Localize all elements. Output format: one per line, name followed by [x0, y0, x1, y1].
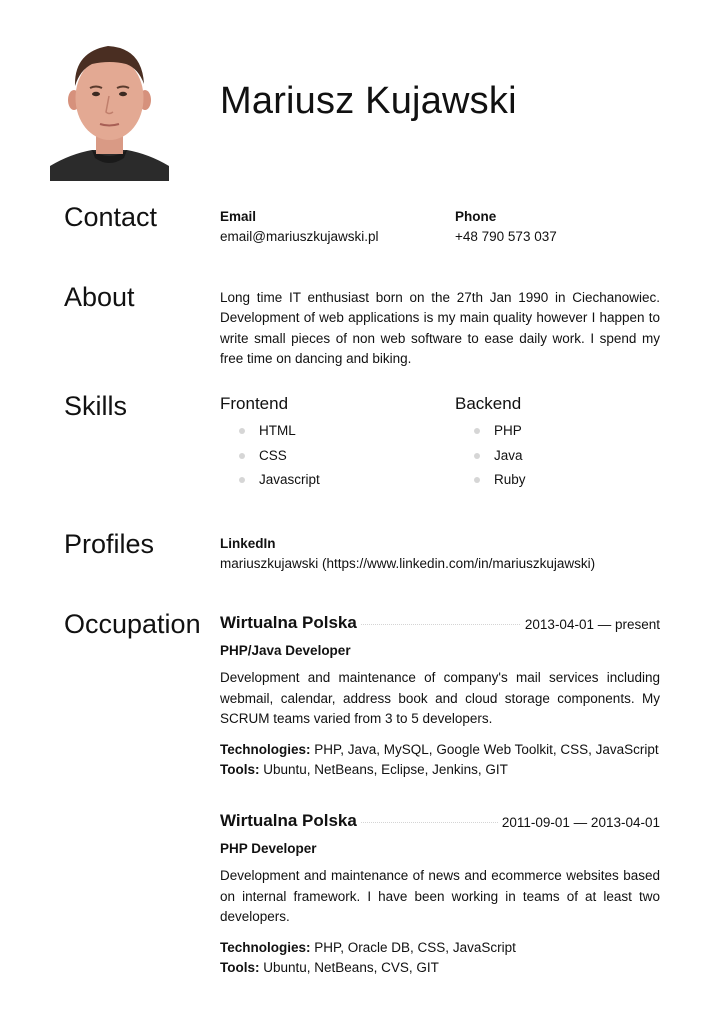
section-title-contact: Contact: [64, 202, 158, 232]
contact-phone-block: [455, 207, 557, 248]
list-item: HTML: [220, 421, 450, 446]
bullet-icon: [239, 453, 245, 459]
job-technologies: Technologies: PHP, Oracle DB, CSS, JavaScript: [220, 939, 516, 955]
job-header: [220, 811, 660, 833]
job-description: Development and maintenance of company's mail services including webmail, calendar, address book and cloud storage components. My SCRUM teams varied from 3 to 5 developers.: [220, 670, 660, 727]
list-item: Ruby: [455, 470, 660, 495]
job-dates: 2011-09-01 — 2013-04-01: [498, 813, 660, 833]
phone-label: Phone: [455, 209, 497, 224]
job-role: PHP/Java Developer: [220, 643, 351, 658]
skills-backend: [455, 394, 660, 495]
list-item: PHP: [455, 421, 660, 446]
job-header: [220, 613, 660, 635]
contact-email-block: [220, 207, 660, 248]
skills-backend-title: Backend: [455, 394, 522, 413]
job-entry: [220, 811, 660, 978]
job-technologies: Technologies: PHP, Java, MySQL, Google Web Toolkit, CSS, JavaScript: [220, 741, 659, 757]
job-description: Development and maintenance of news and ecommerce websites based on internal framework. I have been working in teams of at least two developers.: [220, 868, 660, 925]
bullet-icon: [474, 477, 480, 483]
bullet-icon: [474, 453, 480, 459]
list-item: Java: [455, 446, 660, 471]
bullet-icon: [239, 477, 245, 483]
skills-frontend-title: Frontend: [220, 394, 289, 413]
about-text: Long time IT enthusiast born on the 27th Jan 1990 in Ciechanowiec. Development of web applications is my main quality however I happen to write small pieces of non web software to ease daily work. I spend my free time on dancing and biking.: [220, 290, 660, 367]
bullet-icon: [239, 428, 245, 434]
candidate-name: Mariusz Kujawski: [220, 80, 517, 122]
job-role: PHP Developer: [220, 841, 317, 856]
skills-backend-list: [455, 421, 660, 495]
skills-frontend: [220, 394, 450, 495]
skills-frontend-list: [220, 421, 450, 495]
bullet-icon: [474, 428, 480, 434]
profile-photo-image: [50, 38, 169, 181]
job-entry: [220, 613, 660, 780]
job-company: Wirtualna Polska: [220, 613, 361, 633]
job-company: Wirtualna Polska: [220, 811, 361, 831]
email-label: Email: [220, 209, 257, 224]
job-tools: Tools: Ubuntu, NetBeans, CVS, GIT: [220, 960, 439, 976]
section-title-about: About: [64, 282, 135, 312]
section-title-occupation: Occupation: [64, 609, 201, 639]
profile-photo: [50, 38, 169, 181]
phone-value[interactable]: +48 790 573 037: [455, 229, 557, 245]
section-title-skills: Skills: [64, 391, 128, 421]
list-item: CSS: [220, 446, 450, 471]
job-dates: 2013-04-01 — present: [521, 615, 660, 635]
email-value[interactable]: email@mariuszkujawski.pl: [220, 229, 379, 245]
list-item: Javascript: [220, 470, 450, 495]
linkedin-label: LinkedIn: [220, 536, 276, 551]
profiles-block: [220, 534, 660, 575]
section-title-profiles: Profiles: [64, 529, 155, 559]
linkedin-link[interactable]: mariuszkujawski (https://www.linkedin.com/in/mariuszkujawski): [220, 556, 596, 572]
job-tools: Tools: Ubuntu, NetBeans, Eclipse, Jenkins, GIT: [220, 762, 508, 778]
